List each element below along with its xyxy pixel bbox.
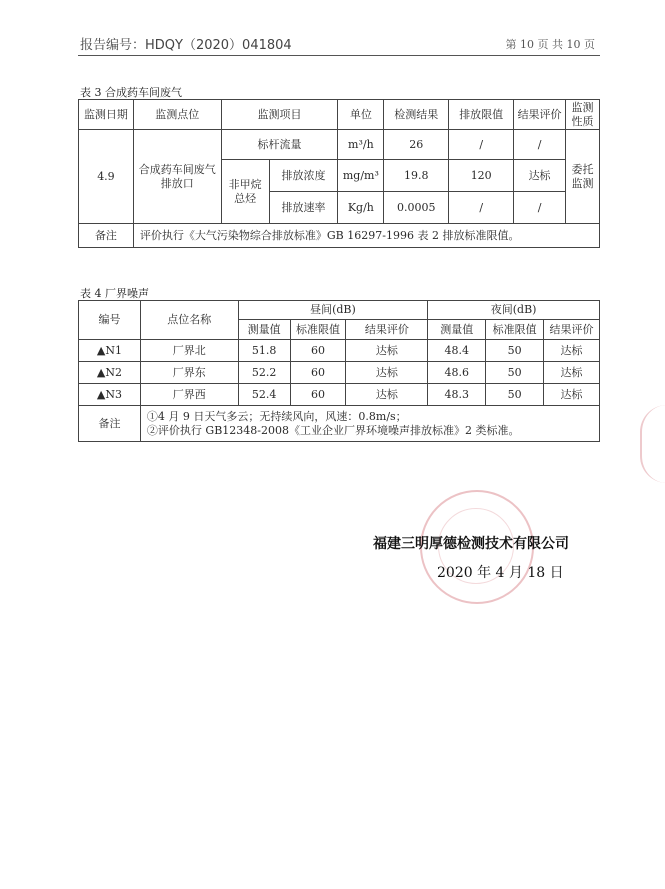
t4-day-eval: 达标 (346, 340, 428, 362)
t4-loc: 厂界北 (140, 340, 238, 362)
t4-sub: 标准限值 (290, 320, 346, 340)
t4-day-val: 52.4 (238, 384, 290, 406)
t4-day-lim: 60 (290, 340, 346, 362)
t4-no: ▲N1 (79, 340, 141, 362)
t3-remark-label: 备注 (79, 224, 134, 248)
t3-h-date: 监测日期 (79, 100, 134, 130)
t3-eval: / (514, 192, 566, 224)
table-row (79, 340, 600, 362)
t4-sub: 结果评价 (544, 320, 600, 340)
table4 (78, 300, 600, 442)
t4-h-loc: 点位名称 (140, 301, 238, 340)
t3-h-nature: 监测 性质 (566, 100, 600, 130)
t3-h-item: 监测项目 (221, 100, 338, 130)
t3-unit: Kg/h (338, 192, 384, 224)
t4-day-lim: 60 (290, 384, 346, 406)
t4-sub: 测量值 (428, 320, 486, 340)
edge-seal-icon (640, 405, 665, 483)
t4-h-no: 编号 (79, 301, 141, 340)
t3-item: 排放浓度 (269, 160, 338, 192)
t3-unit: m³/h (338, 130, 384, 160)
t4-night-val: 48.4 (428, 340, 486, 362)
t3-eval: / (514, 130, 566, 160)
t3-result: 19.8 (384, 160, 449, 192)
table3 (78, 99, 600, 248)
t4-day-val: 52.2 (238, 362, 290, 384)
page-info: 第 10 页 共 10 页 (505, 38, 595, 51)
t3-h-location: 监测点位 (133, 100, 221, 130)
company-signature: 福建三明厚德检测技术有限公司 (373, 536, 569, 552)
report-number: 报告编号：HDQY（2020）041804 (80, 38, 292, 53)
t4-night-val: 48.3 (428, 384, 486, 406)
t4-night-val: 48.6 (428, 362, 486, 384)
t4-remark (140, 406, 599, 442)
t3-h-result: 检测结果 (384, 100, 449, 130)
t4-no: ▲N3 (79, 384, 141, 406)
t4-remark-label: 备注 (79, 406, 141, 442)
t4-remark-line-2: ②评价执行 GB12348-2008《工业企业厂界环境噪声排放标准》2 类标准。 (146, 423, 520, 437)
t4-day-val: 51.8 (238, 340, 290, 362)
t4-no: ▲N2 (79, 362, 141, 384)
t4-sub: 测量值 (238, 320, 290, 340)
t3-limit: / (449, 130, 514, 160)
t3-remark: 评价执行《大气污染物综合排放标准》GB 16297-1996 表 2 排放标准限值。 (133, 224, 599, 248)
t3-group: 非甲烷 总烃 (221, 160, 269, 224)
t4-loc: 厂界西 (140, 384, 238, 406)
t3-h-unit: 单位 (338, 100, 384, 130)
t3-item: 标杆流量 (221, 130, 338, 160)
table-row (79, 362, 600, 384)
t4-night-eval: 达标 (544, 340, 600, 362)
table-row (79, 384, 600, 406)
t3-h-eval: 结果评价 (514, 100, 566, 130)
t3-result: 0.0005 (384, 192, 449, 224)
t4-day-lim: 60 (290, 362, 346, 384)
header-divider (78, 55, 600, 56)
t3-limit: / (449, 192, 514, 224)
t4-night-eval: 达标 (544, 362, 600, 384)
t4-night-eval: 达标 (544, 384, 600, 406)
table3-caption: 表 3 合成药车间废气 (80, 86, 182, 99)
t3-item: 排放速率 (269, 192, 338, 224)
t4-sub: 标准限值 (486, 320, 544, 340)
signature-date: 2020 年 4 月 18 日 (437, 565, 564, 581)
t3-date: 4.9 (79, 130, 134, 224)
t4-h-day: 昼间(dB) (238, 301, 428, 320)
t4-day-eval: 达标 (346, 362, 428, 384)
t4-remark-line-1: ①4 月 9 日天气多云；无持续风向，风速：0.8m/s； (146, 409, 407, 423)
t3-result: 26 (384, 130, 449, 160)
t4-night-lim: 50 (486, 340, 544, 362)
t3-limit: 120 (449, 160, 514, 192)
t3-location: 合成药车间废气排放口 (133, 130, 221, 224)
t3-nature: 委托 监测 (566, 130, 600, 224)
t3-h-limit: 排放限值 (449, 100, 514, 130)
t3-eval: 达标 (514, 160, 566, 192)
t4-night-lim: 50 (486, 362, 544, 384)
t3-unit: mg/m³ (338, 160, 384, 192)
t4-day-eval: 达标 (346, 384, 428, 406)
t4-night-lim: 50 (486, 384, 544, 406)
t4-sub: 结果评价 (346, 320, 428, 340)
t4-loc: 厂界东 (140, 362, 238, 384)
t4-h-night: 夜间(dB) (428, 301, 600, 320)
table4-caption: 表 4 厂界噪声 (80, 287, 149, 300)
